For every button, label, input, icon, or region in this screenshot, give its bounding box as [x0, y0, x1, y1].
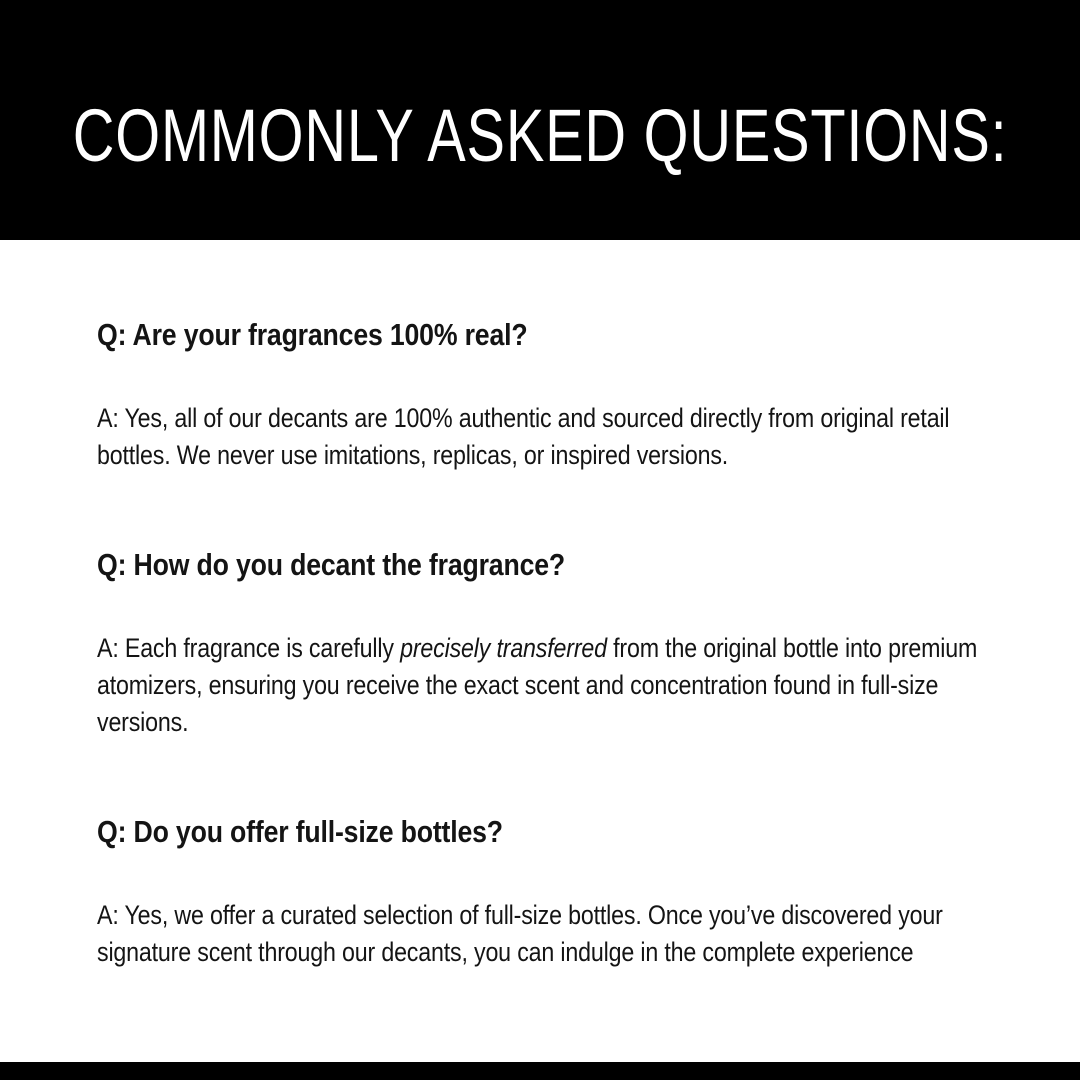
- faq-answer: [97, 630, 1009, 741]
- faq-answer: [97, 400, 1009, 474]
- faq-question: Q: Do you offer full-size bottles?: [97, 814, 503, 849]
- faq-answer-text-suffix: from the original bottle into premium atomizers, ensuring you receive the exact scent and concentration found in full-size versions.: [97, 633, 978, 737]
- faq-answer-text: A: Yes, all of our decants are 100% authentic and sourced directly from original retail bottles. We never use imitations, replicas, or inspired versions.: [97, 403, 950, 470]
- faq-item-decanting: [97, 546, 1009, 741]
- faq-answer-text: A: Yes, we offer a curated selection of full-size bottles. Once you’ve discovered your signature scent through our decants, you can indulge in the complete experience: [97, 900, 943, 967]
- header-banner: [0, 0, 1080, 240]
- faq-answer-text-italic: precisely transferred: [400, 633, 607, 663]
- faq-answer: [97, 897, 1009, 971]
- faq-content: [97, 316, 1009, 971]
- faq-question: Q: How do you decant the fragrance?: [97, 547, 566, 582]
- footer-bar: [0, 1062, 1080, 1080]
- faq-answer-text-prefix: A: Each fragrance is carefully: [97, 633, 401, 663]
- page-title: COMMONLY ASKED QUESTIONS:: [72, 93, 1008, 177]
- faq-question: Q: Are your fragrances 100% real?: [97, 317, 528, 352]
- faq-list: [0, 240, 1080, 1043]
- faq-item-authenticity: [97, 316, 1009, 474]
- faq-item-full-size-bottles: [97, 813, 1009, 971]
